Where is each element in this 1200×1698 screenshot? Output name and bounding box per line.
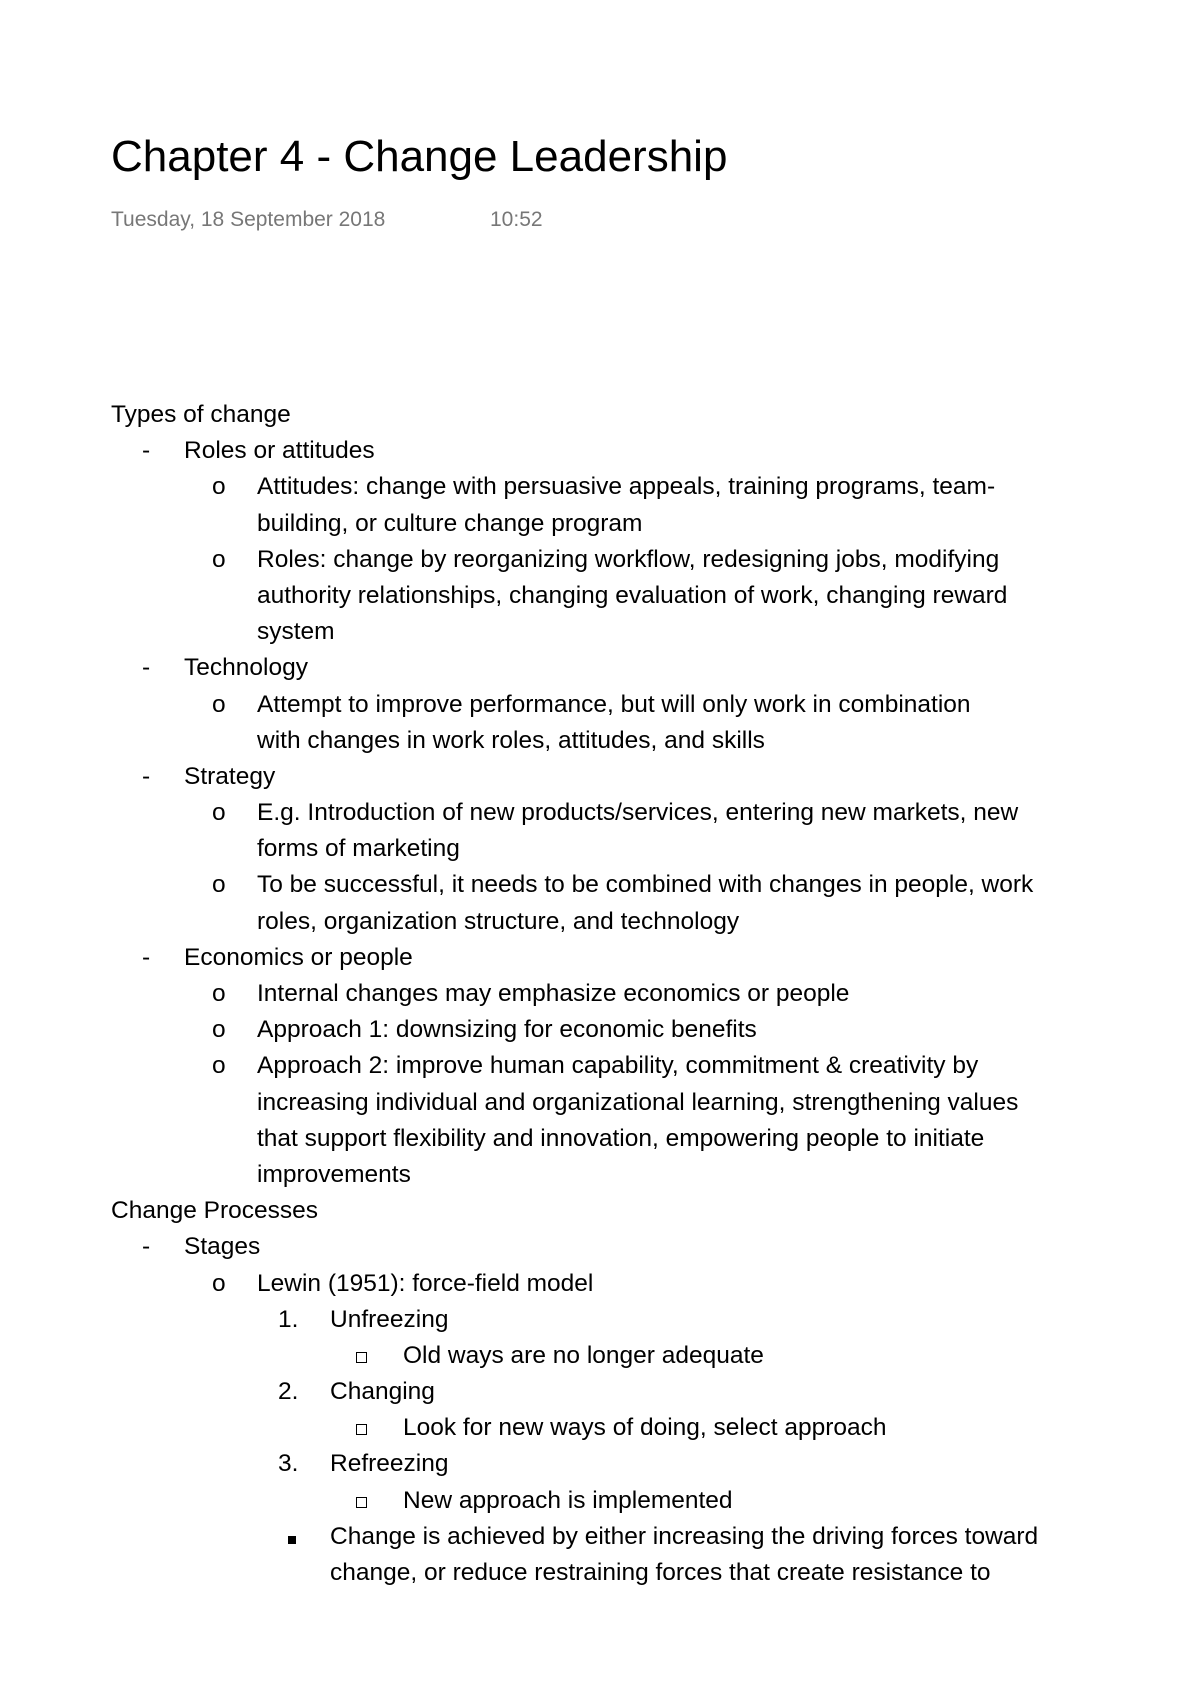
- outline-line: [0, 1012, 1200, 1048]
- outline-line: [0, 1338, 1200, 1374]
- list-marker: -: [142, 762, 151, 790]
- outline-text: Technology: [184, 654, 308, 682]
- outline-line: [0, 1229, 1200, 1265]
- outline-line: [0, 940, 1200, 976]
- outline-line: [0, 433, 1200, 469]
- outline-text: with changes in work roles, attitudes, and skills: [257, 726, 765, 754]
- outline-line: [0, 1193, 1200, 1229]
- checkbox-bullet-icon: [356, 1338, 367, 1374]
- outline-text: improvements: [257, 1160, 411, 1188]
- list-marker: o: [212, 1269, 226, 1297]
- outline-text: Attempt to improve performance, but will only work in combination: [257, 690, 971, 718]
- outline-line: [0, 1446, 1200, 1482]
- outline-line: [0, 759, 1200, 795]
- outline-line: [0, 831, 1200, 867]
- outline-text: Approach 1: downsizing for economic benefits: [257, 1016, 757, 1044]
- outline-line: [0, 1483, 1200, 1519]
- outline-text: increasing individual and organizational learning, strengthening values: [257, 1088, 1019, 1116]
- list-marker: o: [212, 980, 226, 1007]
- checkbox-bullet-icon: [356, 1483, 367, 1519]
- outline-text: forms of marketing: [257, 835, 460, 863]
- outline-text: Internal changes may emphasize economics or people: [257, 980, 850, 1007]
- outline-text: building, or culture change program: [257, 509, 643, 537]
- list-marker: 1.: [278, 1305, 299, 1333]
- outline-line: [0, 542, 1200, 578]
- outline-line: [0, 614, 1200, 650]
- outline-text: Unfreezing: [330, 1305, 449, 1333]
- list-marker: o: [212, 871, 226, 899]
- outline-text: Look for new ways of doing, select approach: [403, 1414, 887, 1442]
- outline-text: authority relationships, changing evaluation of work, changing reward: [257, 581, 1008, 609]
- outline-line: [0, 1157, 1200, 1193]
- outline-text: New approach is implemented: [403, 1486, 733, 1514]
- square-bullet-icon: [288, 1519, 296, 1555]
- outline-text: Change is achieved by either increasing the driving forces toward: [330, 1522, 1039, 1550]
- outline-line: [0, 397, 1200, 433]
- outline-text: Lewin (1951): force-field model: [257, 1269, 594, 1297]
- list-marker: -: [142, 437, 151, 465]
- list-marker: o: [212, 1052, 226, 1080]
- outline-line: [0, 506, 1200, 542]
- list-marker: -: [142, 943, 151, 971]
- outline-text: To be successful, it needs to be combined with changes in people, work: [257, 871, 1034, 899]
- outline-line: [0, 1555, 1200, 1591]
- outline-text: Stages: [184, 1233, 261, 1261]
- outline-text: roles, organization structure, and technology: [257, 907, 740, 935]
- outline-line: [0, 976, 1200, 1012]
- outline-line: [0, 1048, 1200, 1084]
- outline-text: that support flexibility and innovation, empowering people to initiate: [257, 1124, 985, 1152]
- outline-text: Refreezing: [330, 1450, 449, 1478]
- note-body: [0, 397, 1200, 1591]
- outline-line: [0, 469, 1200, 505]
- outline-text: Roles: change by reorganizing workflow, redesigning jobs, modifying: [257, 545, 1000, 573]
- list-marker: 3.: [278, 1450, 299, 1478]
- outline-text: change, or reduce restraining forces that create resistance to: [330, 1559, 991, 1586]
- note-time: 10:52: [490, 208, 543, 231]
- outline-line: [0, 904, 1200, 940]
- outline-text: Economics or people: [184, 943, 413, 971]
- list-marker: o: [212, 473, 226, 501]
- outline-line: [0, 687, 1200, 723]
- outline-line: [0, 1121, 1200, 1157]
- list-marker: o: [212, 690, 226, 718]
- outline-text: Attitudes: change with persuasive appeals, training programs, team-: [257, 473, 996, 501]
- outline-line: [0, 1302, 1200, 1338]
- list-marker: -: [142, 1233, 151, 1261]
- outline-text: Types of change: [111, 401, 291, 428]
- list-marker: 2.: [278, 1378, 299, 1406]
- outline-line: [0, 578, 1200, 614]
- outline-text: Roles or attitudes: [184, 437, 375, 465]
- page-title: Chapter 4 - Change Leadership: [111, 132, 728, 181]
- note-date: Tuesday, 18 September 2018: [111, 208, 386, 231]
- outline-text: Strategy: [184, 762, 276, 790]
- outline-text: Approach 2: improve human capability, commitment & creativity by: [257, 1052, 979, 1080]
- outline-line: [0, 1410, 1200, 1446]
- list-marker: o: [212, 1016, 226, 1044]
- outline-line: [0, 1519, 1200, 1555]
- outline-line: [0, 867, 1200, 903]
- list-marker: o: [212, 799, 226, 827]
- list-marker: -: [142, 654, 151, 682]
- outline-line: [0, 723, 1200, 759]
- outline-text: E.g. Introduction of new products/services, entering new markets, new: [257, 799, 1019, 827]
- outline-line: [0, 1374, 1200, 1410]
- outline-text: system: [257, 618, 335, 646]
- outline-text: Changing: [330, 1378, 435, 1406]
- outline-text: Change Processes: [111, 1197, 319, 1225]
- outline-text: Old ways are no longer adequate: [403, 1341, 764, 1369]
- outline-line: [0, 1266, 1200, 1302]
- outline-line: [0, 795, 1200, 831]
- checkbox-bullet-icon: [356, 1410, 367, 1446]
- outline-line: [0, 1085, 1200, 1121]
- list-marker: o: [212, 545, 226, 573]
- outline-line: [0, 650, 1200, 686]
